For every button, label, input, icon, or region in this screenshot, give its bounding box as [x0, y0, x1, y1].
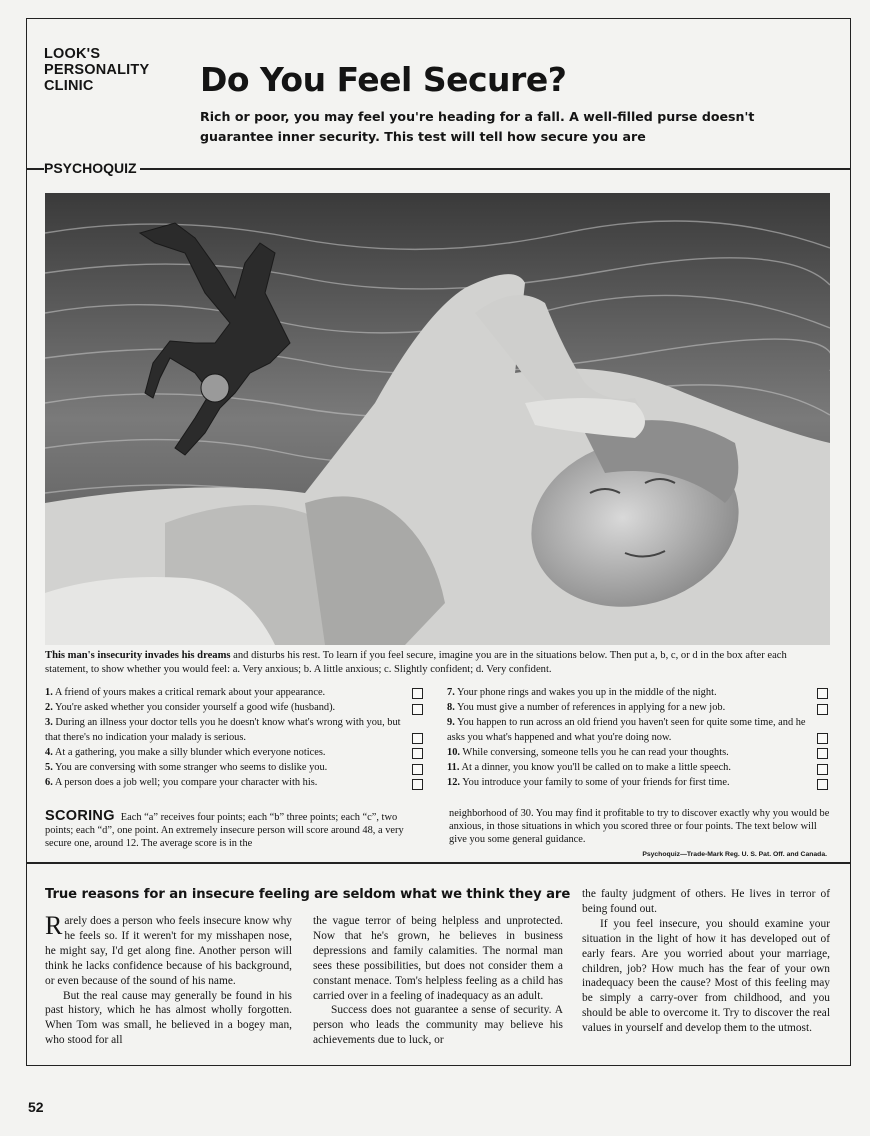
- question-item: [447, 716, 830, 745]
- question-item: [45, 716, 425, 745]
- answer-box[interactable]: [817, 748, 828, 759]
- question-number: 4.: [45, 747, 53, 759]
- column-kicker: [44, 46, 149, 94]
- question-item: [447, 776, 830, 790]
- question-number: 5.: [45, 762, 53, 774]
- question-number: 1.: [45, 687, 53, 698]
- question-number: 7.: [447, 687, 455, 698]
- article-paragraph: If you feel insecure, you should examine your situation in the light of how it has developed out of early fears. Are you worried about your marriage, children, job? How much has the fear of your own inadequacy been the cause? Most of this feeling may be simply a carry-over from childhood, and you should be able to overcome it. Try to discover the real values in yourself and develop them to the utmost.: [582, 917, 830, 1035]
- question-number: 10.: [447, 747, 460, 759]
- question-number: 8.: [447, 702, 455, 714]
- scoring-heading: SCORING: [45, 808, 115, 824]
- question-item: [45, 746, 425, 760]
- section-tag: PSYCHOQUIZ: [44, 160, 140, 176]
- answer-box[interactable]: [817, 688, 828, 699]
- question-text: You happen to run across an old friend you haven't seen for quite some time, and he asks you what's happened and what you're doing now.: [447, 717, 806, 743]
- question-number: 3.: [45, 717, 53, 729]
- question-item: [45, 686, 425, 700]
- article-paragraph: But the real cause may generally be found in his past history, which he has almost wholly forgotten. When Tom was small, he believed in a bogey man, who stood for all: [45, 989, 292, 1047]
- question-item: [45, 701, 425, 715]
- sleeping-man-illustration: [45, 193, 830, 645]
- answer-box[interactable]: [817, 779, 828, 790]
- article-paragraph: the vague terror of being helpless and unprotected. Now that he's grown, he believes in business depressions and family calamities. The normal man sees these possibilities, but does not consider them a constant menace. Tom's helpless feeling as a child has carried over in a feeling of inadequacy as an adult.: [313, 915, 563, 1002]
- page-title: Do You Feel Secure?: [200, 60, 567, 99]
- question-number: 6.: [45, 777, 53, 789]
- question-text: At a gathering, you make a silly blunder which everyone notices.: [54, 747, 326, 759]
- question-text: You must give a number of references in applying for a new job.: [457, 702, 726, 714]
- question-number: 2.: [45, 702, 53, 714]
- question-item: [447, 701, 830, 715]
- section-rule: [27, 168, 850, 170]
- article-column-2: [313, 914, 563, 1048]
- answer-box[interactable]: [412, 733, 423, 744]
- article-rule: [27, 862, 850, 864]
- answer-box[interactable]: [817, 704, 828, 715]
- trademark-note: Psychoquiz—Trade-Mark Reg. U. S. Pat. Off. and Canada.: [642, 851, 827, 858]
- answer-box[interactable]: [412, 704, 423, 715]
- question-text: A friend of yours makes a critical remark about your appearance.: [54, 687, 326, 698]
- question-text: You introduce your family to some of your friends for first time.: [462, 777, 730, 789]
- scoring-text: Each “a” receives four points; each “b” three points; each “c”, two points; each “d”, one point. An extremely insecure person will score around 48, a very secure one, around 12. The average score is in the: [45, 812, 404, 849]
- question-item: [45, 761, 425, 775]
- question-text: During an illness your doctor tells you he doesn't know what's wrong with you, but that there's no indication your malady is serious.: [45, 717, 401, 743]
- page-number: 52: [28, 1099, 44, 1115]
- photo-caption: [45, 649, 830, 676]
- dream-photo: [45, 193, 830, 645]
- question-text: You are conversing with some stranger who seems to dislike you.: [55, 762, 328, 774]
- answer-box[interactable]: [817, 764, 828, 775]
- answer-box[interactable]: [412, 688, 423, 699]
- article-column-3: [582, 887, 830, 1036]
- caption-lead: This man's insecurity invades his dreams: [45, 650, 231, 661]
- question-item: [447, 761, 830, 775]
- scoring-right: neighborhood of 30. You may find it profitable to try to discover exactly why you would be anxious, in those situations in which you scored three or four points. The text below will give you some general guidance.: [449, 808, 830, 845]
- question-text: At a dinner, you know you'll be called on to make a little speech.: [461, 762, 731, 774]
- answer-box[interactable]: [412, 748, 423, 759]
- caption-text: and disturbs his rest. To learn if you feel secure, imagine you are in the situations below. Then put a, b, c, or d in the box after each statement, to show whether you would feel: a. Very anxious; b. A little anxious; c. Slightly confident; d. Very confident.: [45, 650, 787, 675]
- question-text: A person does a job well; you compare your character with his.: [54, 777, 318, 789]
- article-paragraph: Success does not guarantee a sense of security. A person who leads the community may believe his achievements due to luck, or: [313, 1004, 563, 1047]
- question-item: [447, 746, 830, 760]
- question-text: Your phone rings and wakes you up in the middle of the night.: [457, 687, 717, 698]
- answer-box[interactable]: [817, 733, 828, 744]
- kicker-line: LOOK'S: [44, 46, 101, 62]
- question-number: 12.: [447, 777, 460, 789]
- kicker-line: PERSONALITY: [44, 62, 150, 78]
- paragraph-text: arely does a person who feels insecure know why he feels so. If it weren't for my misshapen nose, he might say, I'd get along fine. Another person will think he lacks confidence because of his background, or even because of the sound of his name.: [45, 915, 292, 987]
- question-number: 11.: [447, 762, 460, 774]
- scoring-left: [45, 810, 427, 850]
- kicker-line: CLINIC: [44, 78, 94, 94]
- article-column-1: [45, 911, 292, 1048]
- question-text: You're asked whether you consider yourself a good wife (husband).: [55, 702, 336, 714]
- drop-cap: R: [45, 911, 63, 940]
- questions-right: [447, 686, 830, 792]
- answer-box[interactable]: [412, 764, 423, 775]
- questions-left: [45, 686, 425, 792]
- question-number: 9.: [447, 717, 455, 729]
- article-paragraph: [45, 911, 292, 989]
- answer-box[interactable]: [412, 779, 423, 790]
- question-item: [447, 686, 830, 700]
- question-item: [45, 776, 425, 790]
- question-text: While conversing, someone tells you he can read your thoughts.: [462, 747, 729, 759]
- deck-text: Rich or poor, you may feel you're heading for a fall. A well-filled purse doesn't guarantee inner security. This test will tell how secure you are: [200, 109, 755, 144]
- article-subhead: True reasons for an insecure feeling are seldom what we think they are: [45, 887, 571, 902]
- article-paragraph: the faulty judgment of others. He lives in terror of being found out.: [582, 888, 830, 915]
